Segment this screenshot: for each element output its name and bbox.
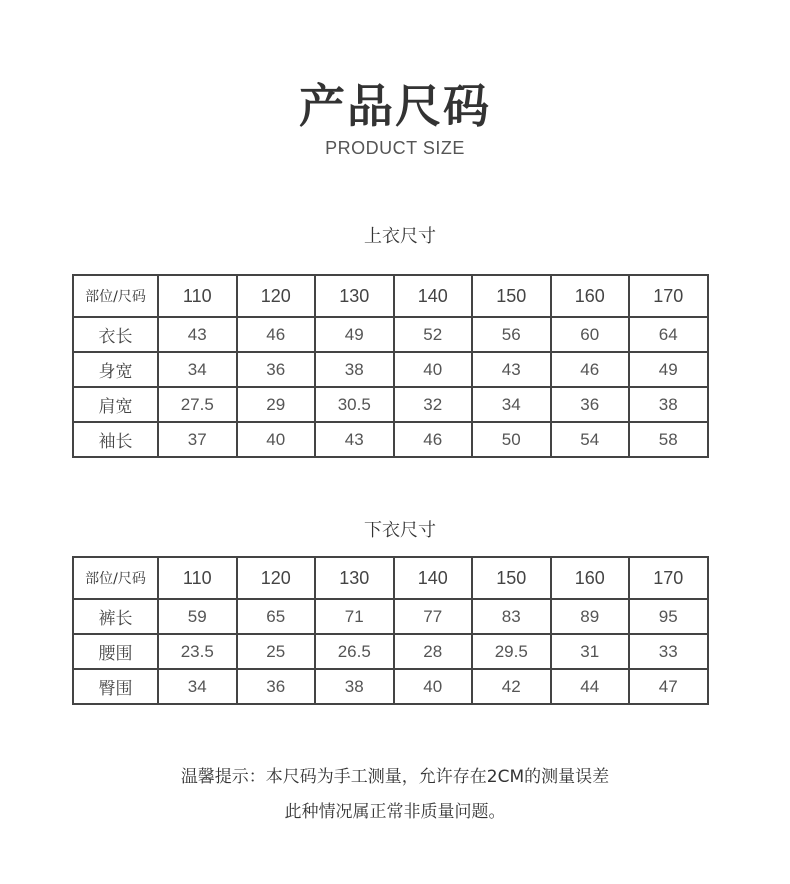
size-header-cell: 140 [394, 557, 473, 599]
size-header-cell: 160 [551, 275, 630, 317]
value-cell: 71 [315, 599, 394, 634]
bottom-size-table [72, 556, 709, 705]
table-row [73, 352, 708, 387]
table-header-row [73, 275, 708, 317]
value-cell: 49 [629, 352, 708, 387]
value-cell: 46 [551, 352, 630, 387]
value-cell: 36 [237, 352, 316, 387]
value-cell: 49 [315, 317, 394, 352]
row-label-cell: 肩宽 [73, 387, 158, 422]
table-row [73, 422, 708, 457]
value-cell: 36 [551, 387, 630, 422]
row-label-cell: 裤长 [73, 599, 158, 634]
page-subtitle: PRODUCT SIZE [325, 138, 465, 158]
value-cell: 38 [315, 669, 394, 704]
value-cell: 56 [472, 317, 551, 352]
page-title: 产品尺码 [299, 79, 491, 133]
size-header-cell: 110 [158, 275, 237, 317]
top-size-table [72, 274, 709, 458]
table-row [73, 599, 708, 634]
value-cell: 33 [629, 634, 708, 669]
corner-header-cell: 部位/尺码 [73, 275, 158, 317]
size-header-cell: 140 [394, 275, 473, 317]
table-row [73, 669, 708, 704]
value-cell: 38 [315, 352, 394, 387]
value-cell: 23.5 [158, 634, 237, 669]
row-label-cell: 身宽 [73, 352, 158, 387]
value-cell: 50 [472, 422, 551, 457]
table-header-row [73, 557, 708, 599]
row-label-cell: 袖长 [73, 422, 158, 457]
size-header-cell: 130 [315, 275, 394, 317]
value-cell: 43 [472, 352, 551, 387]
value-cell: 30.5 [315, 387, 394, 422]
value-cell: 46 [237, 317, 316, 352]
value-cell: 29.5 [472, 634, 551, 669]
value-cell: 43 [315, 422, 394, 457]
table-row [73, 387, 708, 422]
size-header-cell: 130 [315, 557, 394, 599]
size-header-cell: 150 [472, 275, 551, 317]
notice-line-1: 温馨提示：本尺码为手工测量，允许存在2CM的测量误差 [180, 767, 610, 787]
value-cell: 65 [237, 599, 316, 634]
value-cell: 26.5 [315, 634, 394, 669]
value-cell: 58 [629, 422, 708, 457]
bottom-section-title: 下衣尺寸 [364, 520, 436, 541]
size-header-cell: 120 [237, 275, 316, 317]
value-cell: 25 [237, 634, 316, 669]
corner-header-cell: 部位/尺码 [73, 557, 158, 599]
size-header-cell: 170 [629, 275, 708, 317]
value-cell: 36 [237, 669, 316, 704]
table-row [73, 634, 708, 669]
value-cell: 44 [551, 669, 630, 704]
size-header-cell: 170 [629, 557, 708, 599]
value-cell: 43 [158, 317, 237, 352]
value-cell: 34 [472, 387, 551, 422]
value-cell: 34 [158, 669, 237, 704]
value-cell: 42 [472, 669, 551, 704]
value-cell: 83 [472, 599, 551, 634]
value-cell: 46 [394, 422, 473, 457]
size-header-cell: 120 [237, 557, 316, 599]
notice-line-2: 此种情况属正常非质量问题。 [284, 802, 506, 822]
value-cell: 28 [394, 634, 473, 669]
value-cell: 37 [158, 422, 237, 457]
table-row [73, 317, 708, 352]
value-cell: 38 [629, 387, 708, 422]
value-cell: 29 [237, 387, 316, 422]
row-label-cell: 腰围 [73, 634, 158, 669]
value-cell: 64 [629, 317, 708, 352]
value-cell: 32 [394, 387, 473, 422]
value-cell: 40 [237, 422, 316, 457]
value-cell: 52 [394, 317, 473, 352]
row-label-cell: 衣长 [73, 317, 158, 352]
value-cell: 95 [629, 599, 708, 634]
row-label-cell: 臀围 [73, 669, 158, 704]
size-header-cell: 160 [551, 557, 630, 599]
value-cell: 60 [551, 317, 630, 352]
value-cell: 47 [629, 669, 708, 704]
value-cell: 31 [551, 634, 630, 669]
value-cell: 77 [394, 599, 473, 634]
value-cell: 27.5 [158, 387, 237, 422]
top-section-title: 上衣尺寸 [364, 226, 436, 247]
value-cell: 89 [551, 599, 630, 634]
value-cell: 40 [394, 669, 473, 704]
value-cell: 59 [158, 599, 237, 634]
value-cell: 40 [394, 352, 473, 387]
value-cell: 34 [158, 352, 237, 387]
size-header-cell: 150 [472, 557, 551, 599]
value-cell: 54 [551, 422, 630, 457]
size-header-cell: 110 [158, 557, 237, 599]
